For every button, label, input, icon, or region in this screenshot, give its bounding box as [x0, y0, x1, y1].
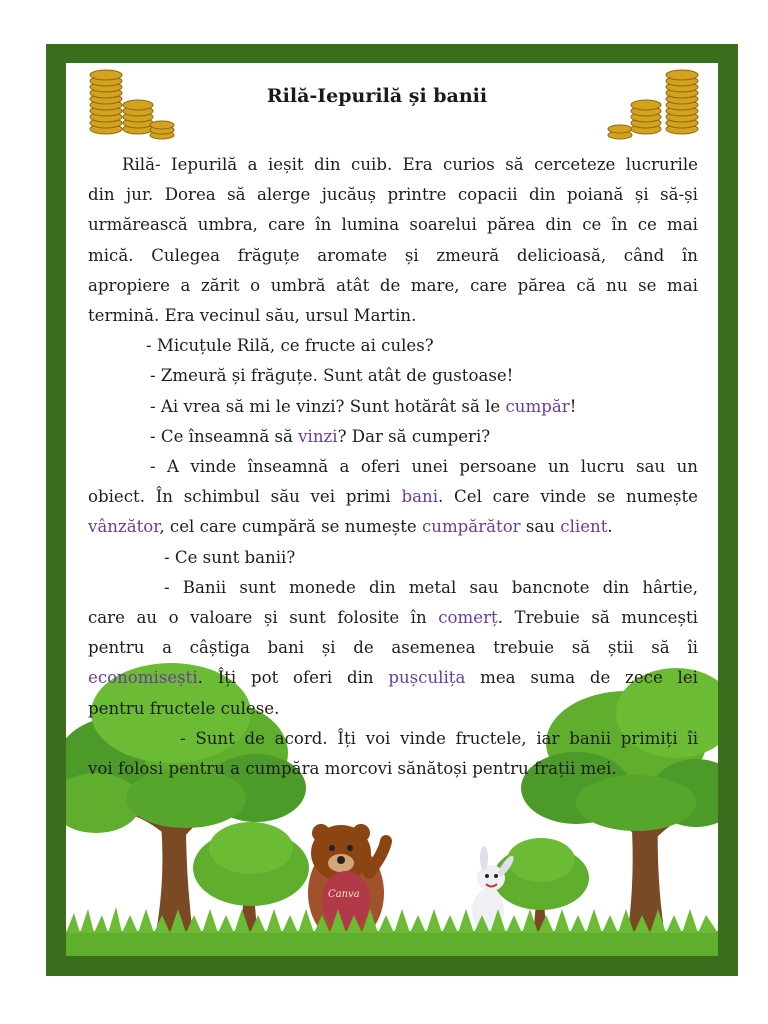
text-line: care au o valoare și sunt folosite în comerț. Trebuie să muncești	[88, 608, 698, 628]
text-line: pentru fructele culese.	[88, 698, 280, 718]
story-page	[66, 63, 718, 956]
dialogue-line: - Banii sunt monede din metal sau bancnote din hârtie,	[164, 577, 698, 597]
story-text	[88, 150, 698, 784]
keyword: client	[560, 517, 608, 537]
text-line: vânzător, cel care cumpără se numește cumpărător sau client.	[88, 517, 613, 537]
dialogue-line: - A vinde înseamnă a oferi unei persoane un lucru sau un	[150, 457, 698, 477]
text-line: mică. Culegea frăguțe aromate și zmeură delicioasă, când în	[88, 245, 698, 265]
keyword: bani	[401, 487, 439, 507]
dialogue-line: - Micuțule Rilă, ce fructe ai cules?	[146, 336, 434, 356]
dialogue-line: - Sunt de acord. Îți voi vinde fructele, iar banii primiți îi	[180, 728, 698, 748]
text-line: urmărească umbra, care în lumina soarelui părea din ce în ce mai	[88, 215, 698, 235]
text-line: termină. Era vecinul său, ursul Martin.	[88, 306, 417, 326]
keyword: vânzător	[88, 517, 160, 537]
keyword: cumpărător	[421, 517, 521, 537]
watermark-text: Canva	[328, 889, 360, 900]
text-line: voi folosi pentru a cumpăra morcovi sănătoși pentru frații mei.	[88, 759, 617, 779]
keyword: comerț	[438, 608, 498, 628]
dialogue-line: - Ce sunt banii?	[164, 547, 296, 567]
dialogue-line: - Ce înseamnă să vinzi? Dar să cumperi?	[150, 426, 491, 446]
page-title: Rilă-Iepurilă și banii	[266, 85, 488, 107]
text-line: Rilă- Iepurilă a ieșit din cuib. Era curios să cerceteze lucrurile	[122, 155, 698, 174]
text-line: din jur. Dorea să alerge jucăuș printre copacii din poiană și să-și	[88, 185, 698, 205]
text-line: pentru a câștiga bani și de asemenea trebuie să știi să îi	[88, 638, 698, 658]
dialogue-line: - Zmeură și frăguțe. Sunt atât de gustoase!	[150, 366, 514, 386]
keyword: economisești	[88, 668, 198, 688]
text-line: apropiere a zărit o umbră atât de mare, care părea că nu se mai	[88, 275, 698, 295]
text-line: obiect. În schimbul său vei primi bani. Cel care vinde se numește	[88, 487, 698, 507]
keyword: pușculița	[388, 668, 466, 688]
text-line: economisești. Îți pot oferi din pușculița mea suma de zece lei	[88, 668, 698, 688]
keyword: cumpăr	[505, 396, 570, 416]
dialogue-line: - Ai vrea să mi le vinzi? Sunt hotărât să le cumpăr!	[150, 396, 577, 416]
keyword: vinzi	[298, 426, 338, 446]
